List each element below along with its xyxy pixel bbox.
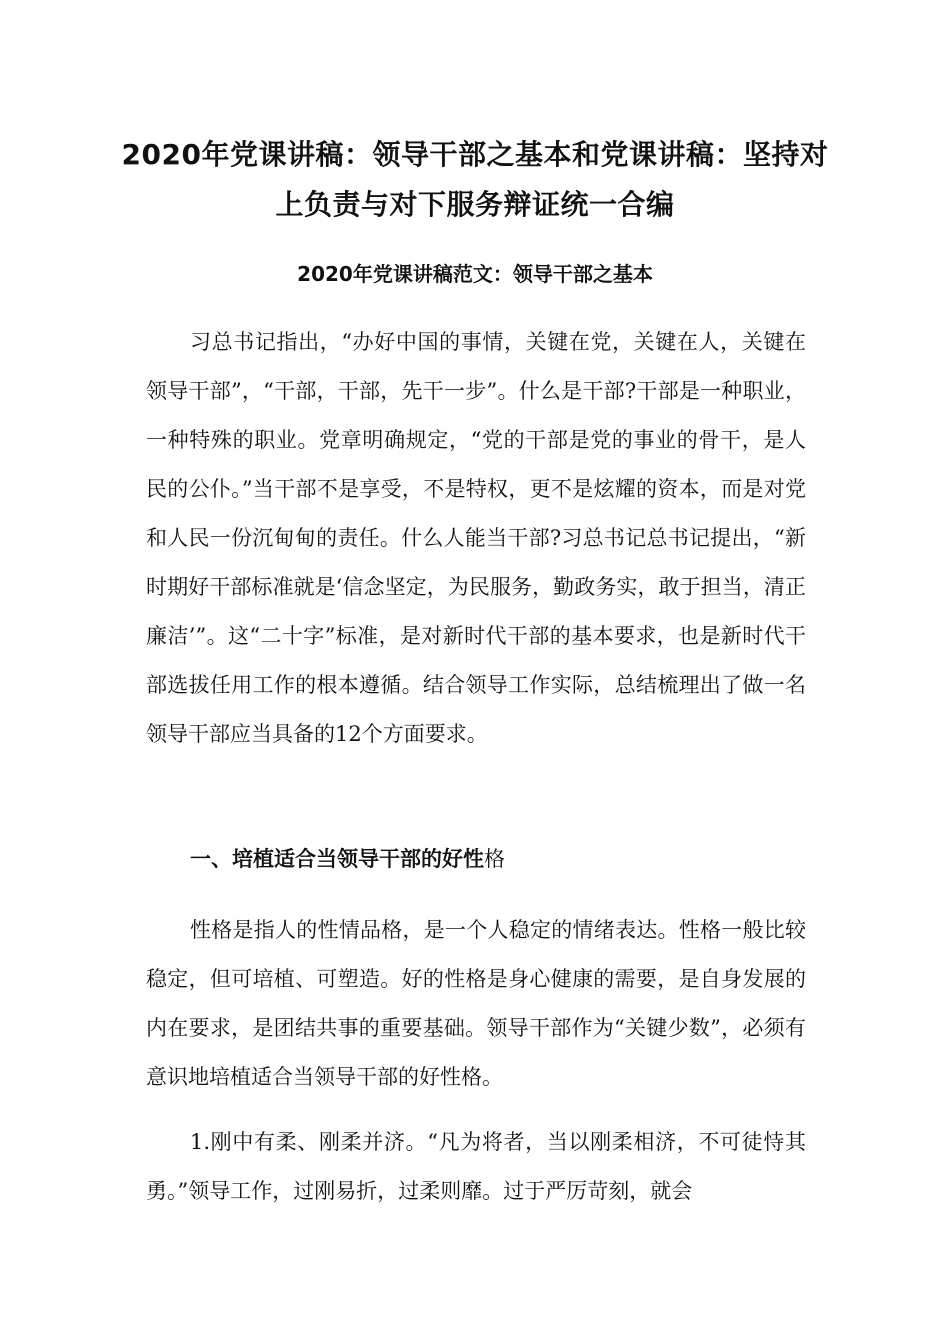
section-heading: [190, 843, 505, 875]
document-subtitle: 2020年党课讲稿范文：领导干部之基本: [297, 262, 653, 286]
section-heading-tail: 格: [484, 847, 505, 871]
section-heading-bold: 一、培植适合当领导干部的好性: [190, 847, 484, 871]
document-title: 2020年党课讲稿：领导干部之基本和党课讲稿：坚持对上负责与对下服务辩证统一合编: [121, 138, 829, 221]
intro-paragraph: 习总书记指出，“办好中国的事情，关键在党，关键在人，关键在领导干部”，“干部，干部，先干一步”。什么是干部?干部是一种职业，一种特殊的职业。党章明确规定，“党的干部是党的事业的骨干，是人民的公仆。”当干部不是享受，不是特权，更不是炫耀的资本，而是对党和人民一份沉甸甸的责任。什么人能当干部?习总书记总书记提出，“新时期好干部标准就是‘信念坚定，为民服务，勤政务实，敢于担当，清正廉洁’”。这“二十字”标准，是对新时代干部的基本要求，也是新时代干部选拔任用工作的根本遵循。结合领导工作实际，总结梳理出了做一名领导干部应当具备的12个方面要求。: [146, 330, 806, 746]
section-paragraph: 1.刚中有柔、刚柔并济。“凡为将者，当以刚柔相济，不可徒恃其勇。”领导工作，过刚易折，过柔则靡。过于严厉苛刻，就会: [146, 1130, 806, 1203]
section-paragraph: 性格是指人的性情品格，是一个人稳定的情绪表达。性格一般比较稳定，但可培植、可塑造。好的性格是身心健康的需要，是自身发展的内在要求，是团结共事的重要基础。领导干部作为“关键少数”，必须有意识地培植适合当领导干部的好性格。: [146, 918, 806, 1089]
